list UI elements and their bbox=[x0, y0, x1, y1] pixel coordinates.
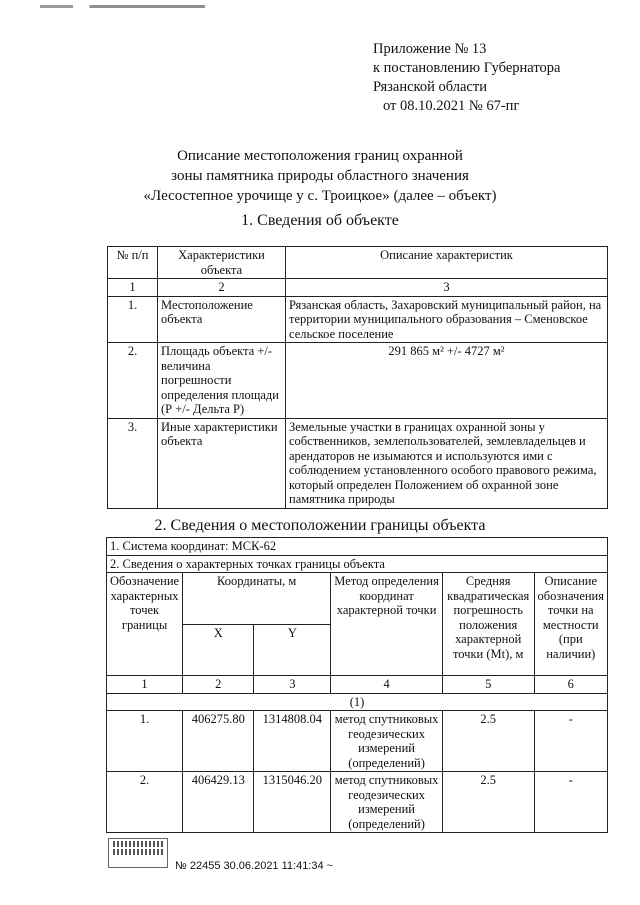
table-row bbox=[107, 711, 608, 772]
coordinate-system: 1. Система координат: МСК-62 bbox=[107, 538, 608, 556]
header-point-description: Описание обозначения точки на местности (при наличии) bbox=[534, 573, 608, 676]
title-line-2: зоны памятника природы областного значения bbox=[171, 168, 469, 184]
point-x: 406429.13 bbox=[183, 772, 254, 833]
boundary-points-table bbox=[106, 537, 608, 833]
row-characteristic: Иные характеристики объекта bbox=[158, 418, 286, 508]
table-header-row bbox=[108, 247, 608, 279]
point-description: - bbox=[534, 711, 608, 772]
col-number: 6 bbox=[534, 676, 608, 694]
appendix-line-3: Рязанской области bbox=[373, 79, 487, 95]
point-x: 406275.80 bbox=[183, 711, 254, 772]
emblem-pattern bbox=[113, 841, 163, 847]
col-number: 5 bbox=[442, 676, 534, 694]
point-method: метод спутниковых геодезических измерений (определений) bbox=[331, 711, 443, 772]
row-number: 1. bbox=[108, 296, 158, 343]
col-number: 2 bbox=[183, 676, 254, 694]
row-characteristic: Площадь объекта +/- величина погрешности определения площади (Р +/- Дельта Р) bbox=[158, 343, 286, 419]
electronic-signature-emblem bbox=[108, 838, 168, 868]
section-1-heading: 1. Сведения об объекте bbox=[241, 212, 399, 229]
point-number: 1. bbox=[107, 711, 183, 772]
header-coordinates: Координаты, м bbox=[183, 573, 331, 625]
contour-label: (1) bbox=[107, 693, 608, 711]
point-error: 2.5 bbox=[442, 711, 534, 772]
header-method: Метод определения координат характерной точки bbox=[331, 573, 443, 676]
registration-stamp: № 22455 30.06.2021 11:41:34 ~ bbox=[175, 860, 334, 872]
table-row bbox=[108, 296, 608, 343]
row-characteristic: Местоположение объекта bbox=[158, 296, 286, 343]
col-number: 1 bbox=[107, 676, 183, 694]
table-numbering-row bbox=[107, 676, 608, 694]
object-info-table bbox=[107, 246, 608, 509]
col-number: 3 bbox=[286, 279, 608, 297]
table-row bbox=[108, 343, 608, 419]
row-description: 291 865 м² +/- 4727 м² bbox=[286, 343, 608, 419]
appendix-line-2: к постановлению Губернатора bbox=[373, 60, 561, 76]
appendix-date: от 08.10.2021 № 67-пг bbox=[383, 98, 520, 114]
col-number: 4 bbox=[331, 676, 443, 694]
point-description: - bbox=[534, 772, 608, 833]
table-row bbox=[108, 418, 608, 508]
header-description: Описание характеристик bbox=[286, 247, 608, 279]
document-title bbox=[0, 146, 640, 206]
point-error: 2.5 bbox=[442, 772, 534, 833]
col-number: 3 bbox=[254, 676, 331, 694]
emblem-pattern bbox=[113, 849, 163, 855]
table-row bbox=[107, 772, 608, 833]
table-header-row bbox=[107, 573, 608, 625]
point-number: 2. bbox=[107, 772, 183, 833]
col-number: 1 bbox=[108, 279, 158, 297]
table-numbering-row bbox=[108, 279, 608, 297]
row-description: Земельные участки в границах охранной зоны у собственников, землепользователей, землевладельцев и арендаторов не изымаются и используются ими с соблюдением установленного особого правового режима, который определен Положением об охранной зоне памятника природы bbox=[286, 418, 608, 508]
header-y: Y bbox=[254, 624, 331, 676]
row-number: 2. bbox=[108, 343, 158, 419]
header-designation: Обозначение характерных точек границы bbox=[107, 573, 183, 676]
point-method: метод спутниковых геодезических измерений (определений) bbox=[331, 772, 443, 833]
col-number: 2 bbox=[158, 279, 286, 297]
title-line-1: Описание местоположения границ охранной bbox=[177, 148, 463, 164]
row-description: Рязанская область, Захаровский муниципальный район, на территории муниципального образования – Сменовское сельское поселение bbox=[286, 296, 608, 343]
appendix-block bbox=[373, 40, 560, 116]
header-number: № п/п bbox=[108, 247, 158, 279]
appendix-line-1: Приложение № 13 bbox=[373, 41, 487, 57]
header-x: X bbox=[183, 624, 254, 676]
row-number: 3. bbox=[108, 418, 158, 508]
point-y: 1314808.04 bbox=[254, 711, 331, 772]
point-y: 1315046.20 bbox=[254, 772, 331, 833]
points-subtitle: 2. Сведения о характерных точках границы объекта bbox=[107, 555, 608, 573]
header-error: Средняя квадратическая погрешность положения характерной точки (Mt), м bbox=[442, 573, 534, 676]
scan-artifact bbox=[40, 5, 205, 8]
title-line-3: «Лесостепное урочище у с. Троицкое» (далее – объект) bbox=[143, 188, 497, 204]
section-2-heading: 2. Сведения о местоположении границы объекта bbox=[154, 517, 486, 534]
header-characteristic: Характеристики объекта bbox=[158, 247, 286, 279]
